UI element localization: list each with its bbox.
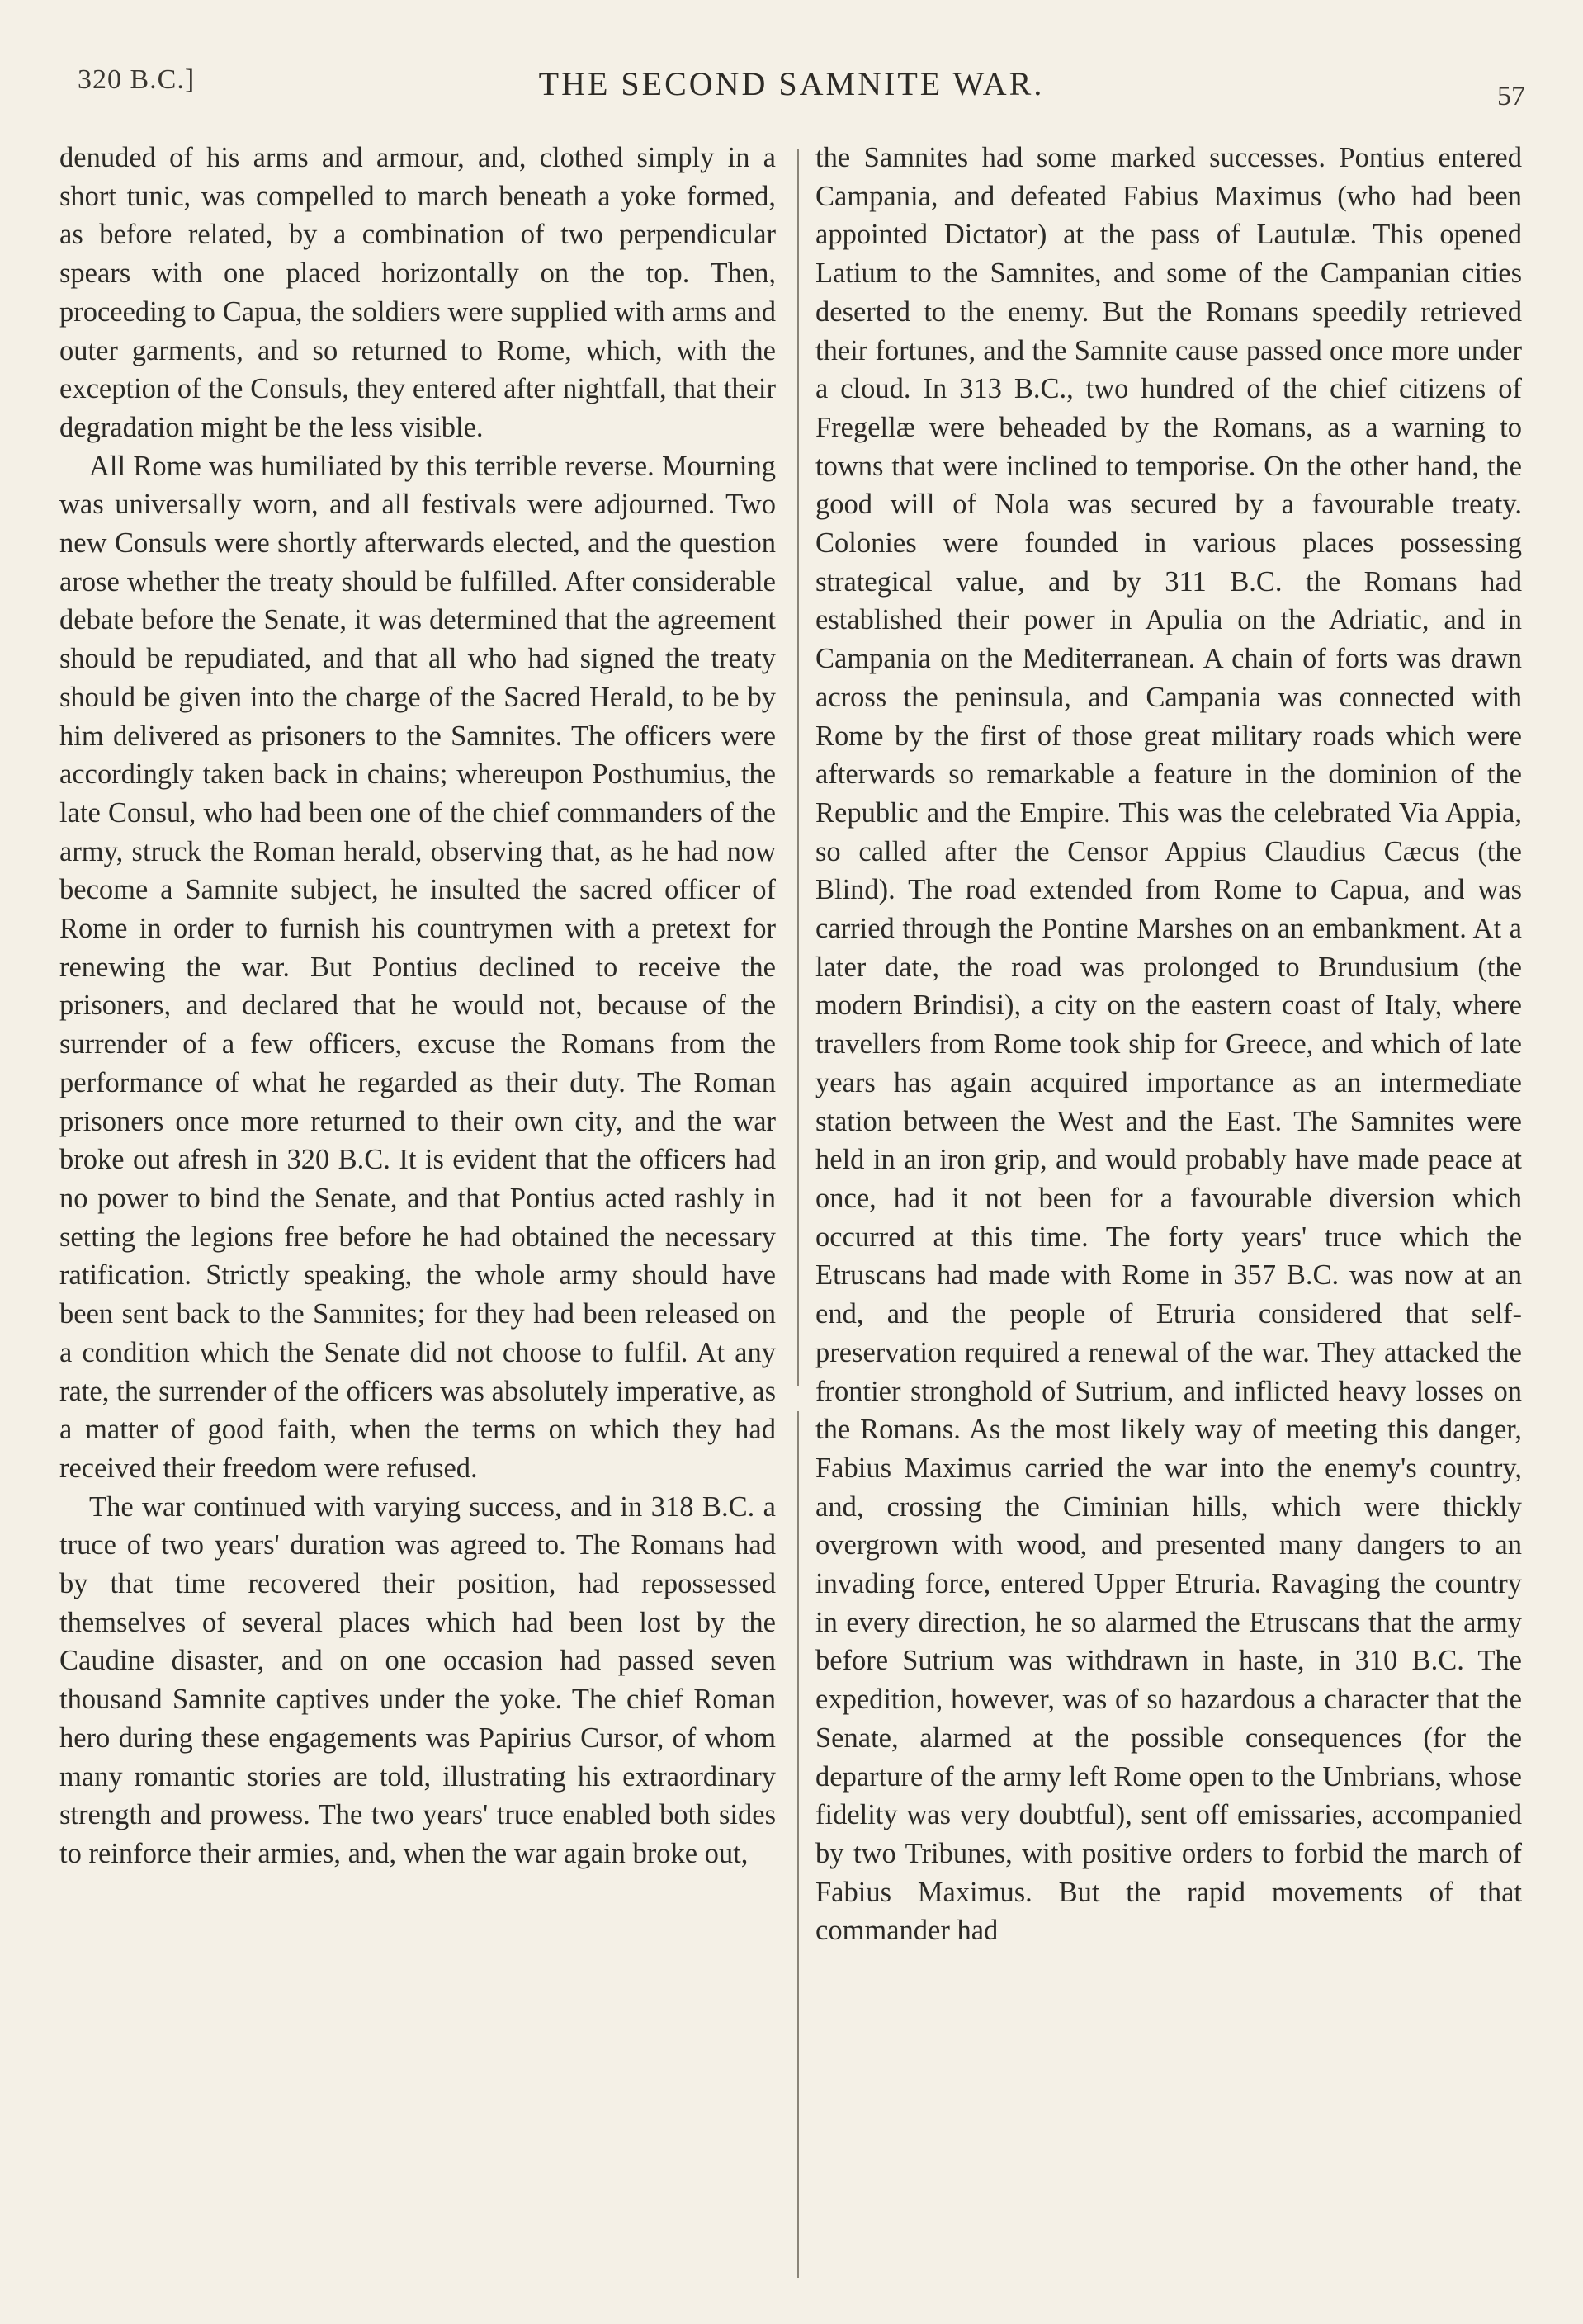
paragraph: All Rome was humiliated by this terrible reverse. Mourning was universally worn, and all festivals were adjourned. Two new Consuls were shortly afterwards elected, and the question arose whether the treaty should be fulfilled. After considerable debate before the Senate, it was determined that the agreement should be repudiated, and that all who had signed the treaty should be given into the charge of the Sacred Herald, to be by him delivered as prisoners to the Samnites. The officers were accordingly taken back in chains; whereupon Posthumius, the late Consul, who had been one of the chief commanders of the army, struck the Roman herald, observing that, as he had now become a Samnite subject, he insulted the sacred officer of Rome in order to furnish his countrymen with a pretext for renewing the war. But Pontius declined to receive the prisoners, and declared that he would not, because of the surrender of a few officers, excuse the Romans from the performance of what he regarded as their duty. The Roman prisoners once more returned to their own city, and the war broke out afresh in 320 B.C. It is evident that the officers had no power to bind the Senate, and that Pontius acted rashly in setting the legions free before he had obtained the necessary ratification. Strictly speaking, the whole army should have been sent back to the Samnites; for they had been released on a condition which the Senate did not choose to fulfil. At any rate, the surrender of the officers was absolutely imperative, as a matter of good faith, when the terms on which they had received their freedom were refused.: [59, 450, 776, 1484]
left-column: [59, 139, 776, 1873]
header-date: 320 B.C.]: [78, 64, 196, 95]
right-column: [815, 139, 1522, 1950]
column-divider: [797, 149, 799, 2278]
running-header: [58, 64, 1525, 114]
chapter-title: THE SECOND SAMNITE WAR.: [538, 65, 1045, 102]
page-number: 57: [1497, 81, 1525, 111]
paragraph: the Samnites had some marked successes. Pontius entered Campania, and defeated Fabius Maximus (who had been appointed Dictator) at the pass of Lautulæ. This opened Latium to the Samnites, and some of the Campanian cities deserted to the enemy. But the Romans speedily retrieved their fortunes, and the Samnite cause passed once more under a cloud. In 313 B.C., two hundred of the chief citizens of Fregellæ were beheaded by the Romans, as a warning to towns that were inclined to temporise. On the other hand, the good will of Nola was secured by a favourable treaty. Colonies were founded in various places possessing strategical value, and by 311 B.C. the Romans had established their power in Apulia on the Adriatic, and in Campania on the Mediterranean. A chain of forts was drawn across the peninsula, and Campania was connected with Rome by the first of those great military roads which were afterwards so remarkable a feature in the dominion of the Republic and the Empire. This was the celebrated Via Appia, so called after the Censor Appius Claudius Cæcus (the Blind). The road extended from Rome to Capua, and was carried through the Pontine Marshes on an embankment. At a later date, the road was prolonged to Brundusium (the modern Brindisi), a city on the eastern coast of Italy, where travellers from Rome took ship for Greece, and which of late years has again acquired importance as an intermediate station between the West and the East. The Samnites were held in an iron grip, and would probably have made peace at once, had it not been for a favourable diversion which occurred at this time. The forty years' truce which the Etruscans had made with Rome in 357 B.C. was now at an end, and the people of Etruria considered that self-preservation required a renewal of the war. They attacked the frontier stronghold of Sutrium, and inflicted heavy losses on the Romans. As the most likely way of meeting this danger, Fabius Maximus carried the war into the enemy's country, and, crossing the Ciminian hills, which were thickly overgrown with wood, and presented many dangers to an invading force, entered Upper Etruria. Ravaging the country in every direction, he so alarmed the Etruscans that the army before Sutrium was withdrawn in haste, in 310 B.C. The expedition, however, was of so hazardous a character that the Senate, alarmed at the possible consequences (for the departure of the army left Rome open to the Umbrians, whose fidelity was very doubtful), sent off emissaries, accompanied by two Tribunes, with positive orders to forbid the march of Fabius Maximus. But the rapid movements of that commander had: [815, 142, 1522, 1947]
column-divider-gap: [797, 1386, 799, 1411]
paragraph: The war continued with varying success, and in 318 B.C. a truce of two years' duration was agreed to. The Romans had by that time recovered their position, had repossessed themselves of several places which had been lost by the Caudine disaster, and on one occasion had passed seven thousand Samnite captives under the yoke. The chief Roman hero during these engagements was Papirius Cursor, of whom many romantic stories are told, illustrating his extraordinary strength and prowess. The two years' truce enabled both sides to reinforce their armies, and, when the war again broke out,: [59, 1490, 776, 1869]
paragraph: denuded of his arms and armour, and, clothed simply in a short tunic, was compelled to march beneath a yoke formed, as before related, by a combination of two perpendicular spears with one placed horizontally on the top. Then, proceeding to Capua, the soldiers were supplied with arms and outer garments, and so returned to Rome, which, with the exception of the Consuls, they entered after nightfall, that their degradation might be the less visible.: [59, 142, 776, 443]
